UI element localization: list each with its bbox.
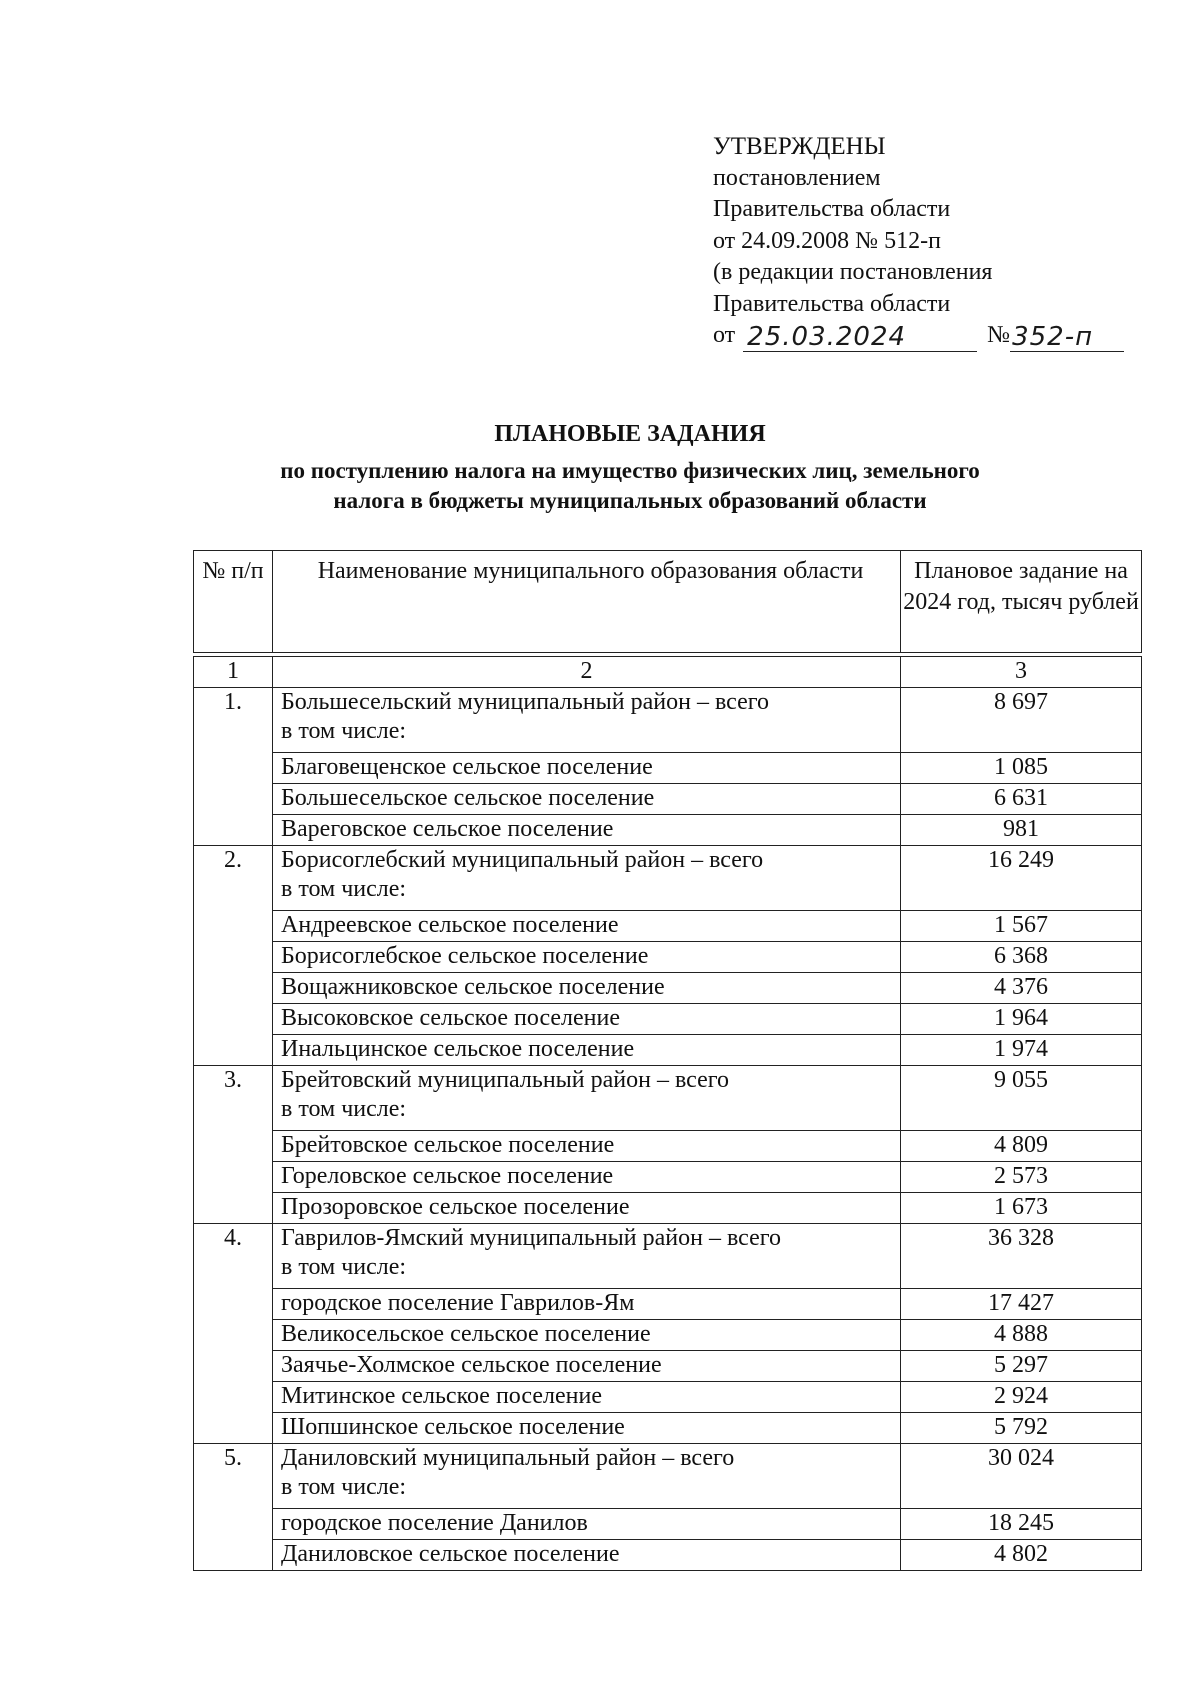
settlement-name: Андреевское сельское поселение — [273, 911, 901, 942]
settlement-name: Великосельское сельское поселение — [273, 1320, 901, 1351]
table-row — [194, 1509, 1142, 1540]
table-row — [194, 1004, 1142, 1035]
handwritten-date: 25.03.2024 — [743, 323, 977, 352]
table-row — [194, 1193, 1142, 1224]
district-subtitle: в том числе: — [281, 1254, 407, 1280]
settlement-name: городское поселение Данилов — [273, 1509, 901, 1540]
settlement-value: 4 809 — [901, 1131, 1142, 1162]
approval-stamp-block — [713, 131, 1124, 352]
table-header-row — [194, 551, 1142, 653]
settlement-name: Благовещенское сельское поселение — [273, 753, 901, 784]
from-label: от — [713, 322, 736, 348]
table-row — [194, 688, 1142, 753]
district-name: Брейтовский муниципальный район – всего — [281, 1067, 730, 1093]
settlement-value: 17 427 — [901, 1289, 1142, 1320]
district-number: 5. — [194, 1444, 273, 1571]
settlement-value: 1 673 — [901, 1193, 1142, 1224]
district-name: Большесельский муниципальный район – всего — [281, 689, 770, 715]
settlement-value: 5 792 — [901, 1413, 1142, 1444]
settlement-name: Высоковское сельское поселение — [273, 1004, 901, 1035]
table-row — [194, 784, 1142, 815]
district-name-cell — [273, 688, 901, 753]
settlement-name: Вощажниковское сельское поселение — [273, 973, 901, 1004]
column-number: 2 — [273, 657, 901, 688]
district-value: 30 024 — [901, 1444, 1142, 1509]
settlement-value: 981 — [901, 815, 1142, 846]
document-title: ПЛАНОВЫЕ ЗАДАНИЯ — [494, 421, 766, 447]
settlement-value: 2 924 — [901, 1382, 1142, 1413]
district-subtitle: в том числе: — [281, 1474, 407, 1500]
column-number-row — [194, 657, 1142, 688]
district-value: 16 249 — [901, 846, 1142, 911]
table-row — [194, 1351, 1142, 1382]
settlement-value: 1 964 — [901, 1004, 1142, 1035]
table-row — [194, 1289, 1142, 1320]
handwritten-number: 352-п — [1010, 323, 1124, 352]
district-value: 8 697 — [901, 688, 1142, 753]
approval-line: Правительства области — [713, 196, 951, 222]
table-row — [194, 911, 1142, 942]
settlement-name: Шопшинское сельское поселение — [273, 1413, 901, 1444]
district-number: 4. — [194, 1224, 273, 1444]
settlement-value: 1 085 — [901, 753, 1142, 784]
settlement-name: Заячье-Холмское сельское поселение — [273, 1351, 901, 1382]
table-row — [194, 1413, 1142, 1444]
table-row — [194, 1382, 1142, 1413]
district-subtitle: в том числе: — [281, 718, 407, 744]
settlement-value: 4 376 — [901, 973, 1142, 1004]
settlement-value: 18 245 — [901, 1509, 1142, 1540]
district-name: Борисоглебский муниципальный район – всего — [281, 847, 764, 873]
table-row — [194, 942, 1142, 973]
header-num: № п/п — [194, 551, 273, 653]
district-name-cell — [273, 1066, 901, 1131]
table-row — [194, 1444, 1142, 1509]
settlement-name: городское поселение Гаврилов-Ям — [273, 1289, 901, 1320]
plan-table — [193, 550, 1142, 1571]
district-number: 2. — [194, 846, 273, 1066]
approval-line: Правительства области — [713, 290, 951, 317]
settlement-name: Большесельское сельское поселение — [273, 784, 901, 815]
district-name-cell — [273, 1444, 901, 1509]
table-row — [194, 1540, 1142, 1571]
approval-line: постановлением — [713, 164, 881, 191]
district-name-cell — [273, 1224, 901, 1289]
header-value: Плановое задание на 2024 год, тысяч рублей — [901, 551, 1142, 653]
table-row — [194, 1162, 1142, 1193]
table-row — [194, 973, 1142, 1004]
settlement-value: 4 888 — [901, 1320, 1142, 1351]
settlement-name: Митинское сельское поселение — [273, 1382, 901, 1413]
settlement-value: 6 368 — [901, 942, 1142, 973]
approval-heading: УТВЕРЖДЕНЫ — [713, 133, 886, 160]
column-number: 3 — [901, 657, 1142, 688]
settlement-name: Даниловское сельское поселение — [273, 1540, 901, 1571]
table-row — [194, 846, 1142, 911]
table-row — [194, 1131, 1142, 1162]
document-subtitle-line-1: по поступлению налога на имущество физических лиц, земельного — [280, 458, 980, 483]
approval-signature-line — [713, 320, 1124, 352]
column-number: 1 — [194, 657, 273, 688]
settlement-value: 4 802 — [901, 1540, 1142, 1571]
settlement-value: 1 974 — [901, 1035, 1142, 1066]
settlement-value: 2 573 — [901, 1162, 1142, 1193]
settlement-name: Борисоглебское сельское поселение — [273, 942, 901, 973]
table-row — [194, 1320, 1142, 1351]
district-name: Гаврилов-Ямский муниципальный район – всего — [281, 1225, 781, 1251]
settlement-name: Инальцинское сельское поселение — [273, 1035, 901, 1066]
table-row — [194, 753, 1142, 784]
table-row — [194, 1035, 1142, 1066]
header-name: Наименование муниципального образования области — [273, 551, 901, 653]
district-name-cell — [273, 846, 901, 911]
approval-line: от 24.09.2008 № 512-п — [713, 227, 941, 254]
district-number: 3. — [194, 1066, 273, 1224]
table-row — [194, 1224, 1142, 1289]
settlement-value: 5 297 — [901, 1351, 1142, 1382]
district-name: Даниловский муниципальный район – всего — [281, 1445, 735, 1471]
settlement-name: Брейтовское сельское поселение — [273, 1131, 901, 1162]
settlement-value: 6 631 — [901, 784, 1142, 815]
number-label: № — [987, 322, 1011, 348]
district-subtitle: в том числе: — [281, 1096, 407, 1122]
settlement-name: Прозоровское сельское поселение — [273, 1193, 901, 1224]
settlement-name: Гореловское сельское поселение — [273, 1162, 901, 1193]
district-subtitle: в том числе: — [281, 876, 407, 902]
district-value: 36 328 — [901, 1224, 1142, 1289]
document-subtitle-line-2: налога в бюджеты муниципальных образований области — [333, 488, 927, 513]
table-row — [194, 1066, 1142, 1131]
settlement-value: 1 567 — [901, 911, 1142, 942]
district-value: 9 055 — [901, 1066, 1142, 1131]
district-number: 1. — [194, 688, 273, 846]
approval-line: (в редакции постановления — [713, 259, 993, 285]
settlement-name: Вареговское сельское поселение — [273, 815, 901, 846]
table-row — [194, 815, 1142, 846]
